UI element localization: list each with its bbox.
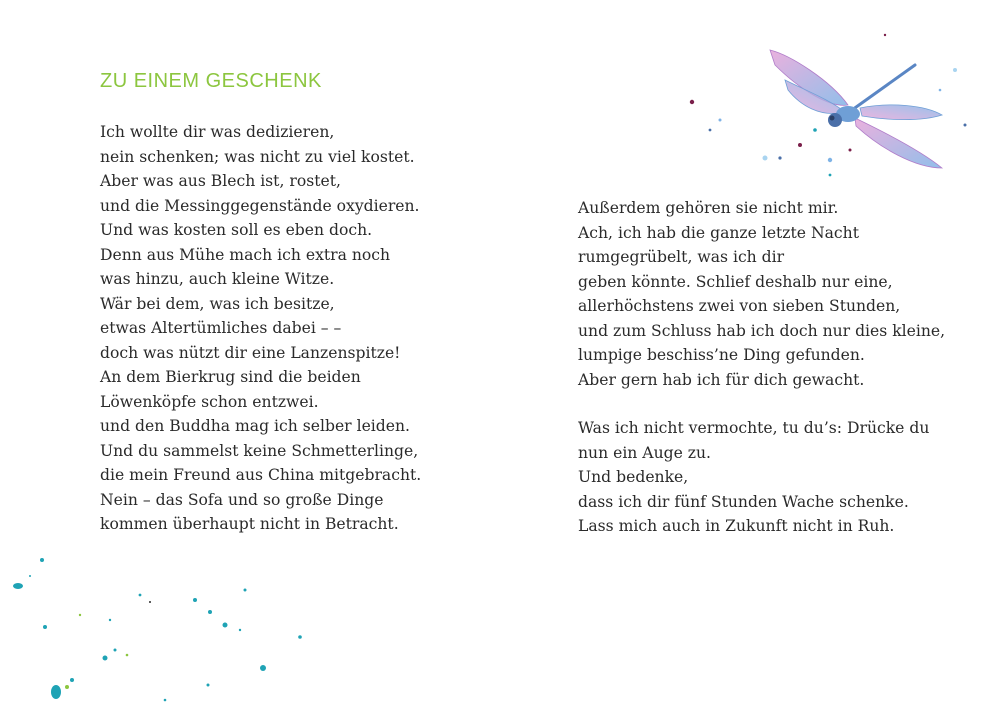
poem-line: kommen überhaupt nicht in Betracht. — [100, 515, 399, 533]
poem-line: allerhöchstens zwei von sieben Stunden, — [578, 297, 901, 315]
poem-line: nein schenken; was nicht zu viel kostet. — [100, 147, 415, 166]
poem-line: Aber was aus Blech ist, rostet, — [100, 172, 341, 190]
watercolor-splatter — [0, 550, 320, 713]
poem-line: doch was nützt dir eine Lanzenspitze! — [100, 343, 401, 362]
poem-line: Aber gern hab ich für dich gewacht. — [578, 370, 865, 389]
poem-line: und die Messinggegenstände oxydieren. — [100, 196, 420, 215]
poem-line: lumpige beschiss’ne Ding gefunden. — [578, 346, 865, 364]
poem-line: Und was kosten soll es eben doch. — [100, 221, 373, 239]
poem-line: rumgegrübelt, was ich dir — [578, 248, 785, 266]
poem-line: Wär bei dem, was ich besitze, — [100, 294, 335, 313]
poem-line: Löwenköpfe schon entzwei. — [100, 392, 319, 411]
poem-line: etwas Altertümliches dabei – – — [100, 319, 342, 337]
poem-line: die mein Freund aus China mitgebracht. — [100, 466, 422, 484]
poem-line: An dem Bierkrug sind die beiden — [100, 368, 361, 386]
dragonfly-icon — [680, 20, 980, 190]
page-title: ZU EINEM GESCHENK — [100, 70, 322, 92]
poem-line: Außerdem gehören sie nicht mir. — [578, 199, 839, 217]
poem-line: Ach, ich hab die ganze letzte Nacht — [578, 223, 859, 242]
poem-line: Und bedenke, — [578, 468, 689, 486]
poem-line: Ich wollte dir was dedizieren, — [100, 123, 335, 141]
poem-line: und zum Schluss hab ich doch nur dies kleine, — [578, 321, 946, 340]
poem-column-left — [100, 120, 421, 537]
poem-line: nun ein Auge zu. — [578, 443, 711, 462]
poem-line: Lass mich auch in Zukunft nicht in Ruh. — [578, 517, 895, 535]
poem-line: Nein – das Sofa und so große Dinge — [100, 490, 384, 509]
poem-line: dass ich dir fünf Stunden Wache schenke. — [578, 492, 909, 511]
poem-line: Und du sammelst keine Schmetterlinge, — [100, 441, 419, 460]
poem-column-right-stanza-2 — [578, 416, 929, 539]
poem-line: geben könnte. Schlief deshalb nur eine, — [578, 272, 893, 291]
poem-column-right-stanza-1 — [578, 196, 945, 392]
poem-line: Denn aus Mühe mach ich extra noch — [100, 245, 391, 264]
poem-line: und den Buddha mag ich selber leiden. — [100, 417, 410, 435]
poem-line: was hinzu, auch kleine Witze. — [100, 270, 335, 288]
poem-line: Was ich nicht vermochte, tu du’s: Drücke du — [578, 419, 930, 437]
